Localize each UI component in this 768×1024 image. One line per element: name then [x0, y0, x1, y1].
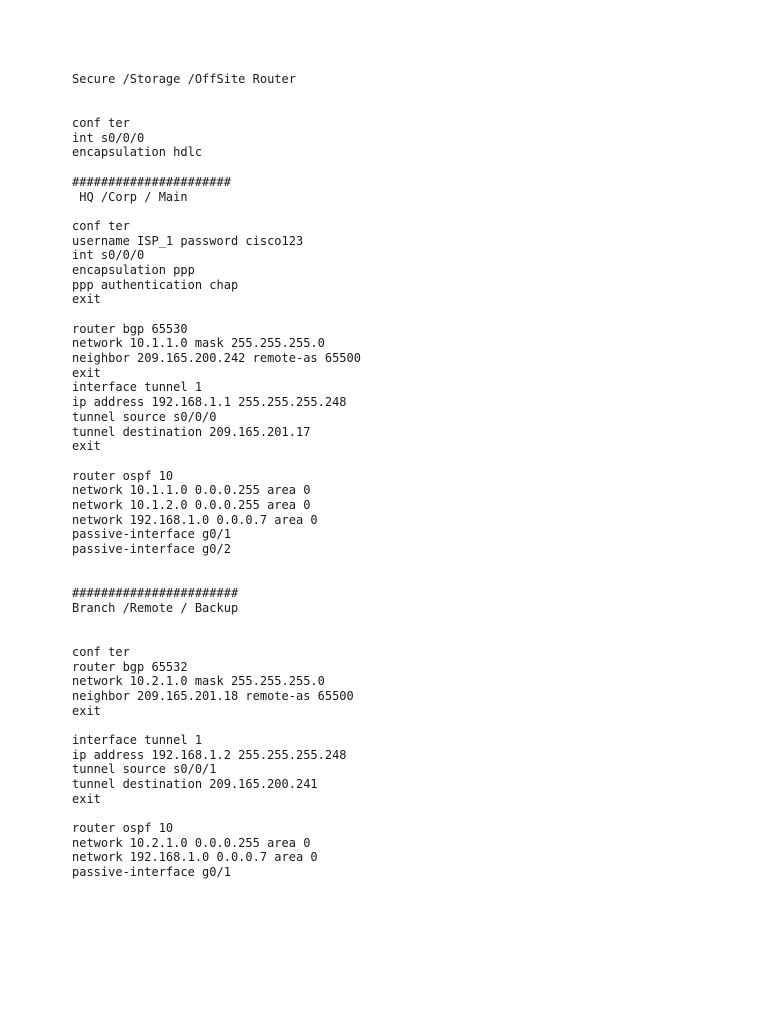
- config-command-line: passive-interface g0/1: [72, 527, 231, 542]
- config-command-line: network 10.1.2.0 0.0.0.255 area 0: [72, 497, 311, 512]
- config-command-line: conf ter: [72, 116, 130, 131]
- config-command-line: neighbor 209.165.200.242 remote-as 65500: [72, 351, 361, 366]
- blank-line: [72, 718, 752, 733]
- config-command-line: router ospf 10: [72, 468, 174, 483]
- blank-line: [72, 454, 752, 469]
- config-command-line: tunnel destination 209.165.201.17: [72, 424, 311, 439]
- config-command-line: exit: [72, 791, 101, 806]
- blank-line: [72, 307, 752, 322]
- config-command-line: network 10.1.1.0 mask 255.255.255.0: [72, 336, 325, 351]
- section-heading: HQ /Corp / Main: [72, 189, 188, 204]
- config-command-line: conf ter: [72, 644, 130, 659]
- config-command-line: int s0/0/0: [72, 130, 145, 145]
- config-command-line: router ospf 10: [72, 821, 174, 836]
- config-command-line: encapsulation ppp: [72, 262, 195, 277]
- blank-line: [72, 571, 752, 586]
- config-command-line: tunnel source s0/0/1: [72, 762, 217, 777]
- config-command-line: passive-interface g0/1: [72, 865, 231, 880]
- blank-line: [72, 557, 752, 572]
- blank-line: [72, 87, 752, 102]
- blank-line: [72, 806, 752, 821]
- config-command-line: encapsulation hdlc: [72, 145, 203, 160]
- document-title: Secure /Storage /OffSite Router: [72, 72, 296, 86]
- blank-line: [72, 630, 752, 645]
- config-command-line: exit: [72, 292, 101, 307]
- config-command-line: router bgp 65530: [72, 321, 188, 336]
- config-command-line: ip address 192.168.1.1 255.255.255.248: [72, 395, 347, 410]
- config-command-line: interface tunnel 1: [72, 732, 203, 747]
- config-command-line: exit: [72, 365, 101, 380]
- blank-line: [72, 204, 752, 219]
- config-command-line: neighbor 209.165.201.18 remote-as 65500: [72, 688, 354, 703]
- config-command-line: network 192.168.1.0 0.0.0.7 area 0: [72, 512, 318, 527]
- config-command-line: ip address 192.168.1.2 255.255.255.248: [72, 747, 347, 762]
- config-command-line: int s0/0/0: [72, 248, 145, 263]
- config-text-body: [72, 72, 752, 880]
- section-divider: #######################: [72, 586, 239, 601]
- config-command-line: exit: [72, 439, 101, 454]
- config-command-line: network 10.1.1.0 0.0.0.255 area 0: [72, 483, 311, 498]
- blank-line: [72, 101, 752, 116]
- config-command-line: router bgp 65532: [72, 659, 188, 674]
- config-command-line: passive-interface g0/2: [72, 542, 231, 556]
- config-command-line: network 10.2.1.0 0.0.0.255 area 0: [72, 835, 311, 850]
- blank-line: [72, 615, 752, 630]
- config-command-line: tunnel source s0/0/0: [72, 409, 217, 424]
- config-command-line: network 192.168.1.0 0.0.0.7 area 0: [72, 850, 318, 865]
- config-command-line: conf ter: [72, 218, 130, 233]
- config-command-line: interface tunnel 1: [72, 380, 203, 395]
- config-command-line: ppp authentication chap: [72, 277, 239, 292]
- config-command-line: tunnel destination 209.165.200.241: [72, 777, 318, 791]
- config-command-line: username ISP_1 password cisco123: [72, 233, 304, 248]
- config-command-line: exit: [72, 703, 101, 718]
- config-command-line: network 10.2.1.0 mask 255.255.255.0: [72, 674, 325, 689]
- section-heading: Branch /Remote / Backup: [72, 600, 239, 615]
- section-divider: ######################: [72, 174, 231, 189]
- blank-line: [72, 160, 752, 175]
